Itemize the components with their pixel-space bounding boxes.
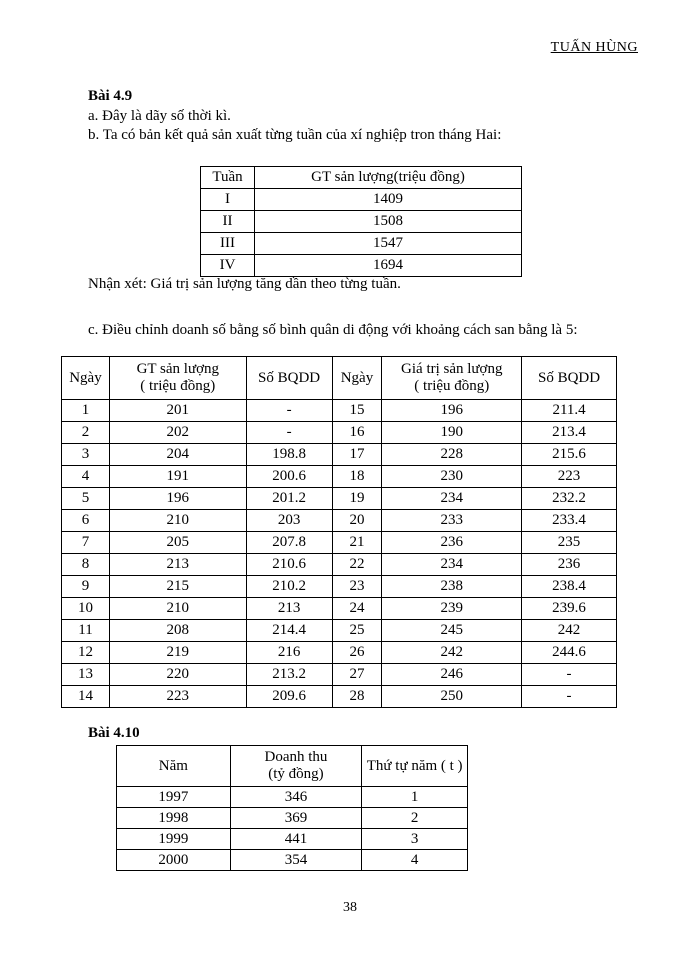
- table-cell: 1997: [117, 787, 231, 808]
- table-cell: 6: [62, 510, 110, 532]
- table-cell: 369: [230, 808, 362, 829]
- table-row: [62, 532, 617, 554]
- table-cell: 213.4: [522, 422, 617, 444]
- table-cell: 8: [62, 554, 110, 576]
- table-cell: 239.6: [522, 598, 617, 620]
- table-row: [62, 642, 617, 664]
- table-cell: 202: [109, 422, 246, 444]
- table-row: [62, 400, 617, 422]
- table-cell: 236: [382, 532, 522, 554]
- table-row: [62, 620, 617, 642]
- table-row: [62, 664, 617, 686]
- table-cell: 239: [382, 598, 522, 620]
- table-cell: 204: [109, 444, 246, 466]
- table-cell: 238.4: [522, 576, 617, 598]
- table-cell: 27: [332, 664, 382, 686]
- table-row: [62, 510, 617, 532]
- table-cell: 346: [230, 787, 362, 808]
- table-cell: 213: [246, 598, 332, 620]
- table-cell: 24: [332, 598, 382, 620]
- table-cell: III: [201, 233, 255, 255]
- header-author: TUẤN HÙNG: [550, 40, 638, 55]
- table-cell: 203: [246, 510, 332, 532]
- table-cell: 213.2: [246, 664, 332, 686]
- table-cell: 2000: [117, 850, 231, 871]
- revenue-table: [116, 745, 468, 871]
- moving-average-body: [62, 400, 617, 708]
- table-row: [201, 211, 522, 233]
- table-row: [117, 808, 468, 829]
- table-cell: 23: [332, 576, 382, 598]
- line-b: b. Ta có bản kết quả sản xuất từng tuần của xí nghiệp tron tháng Hai:: [88, 127, 502, 143]
- table-cell: 216: [246, 642, 332, 664]
- table-cell: 9: [62, 576, 110, 598]
- table-row: [117, 850, 468, 871]
- table-row: [117, 787, 468, 808]
- col-header-day-2: Ngày: [332, 357, 382, 400]
- table-row: [62, 488, 617, 510]
- table-cell: 228: [382, 444, 522, 466]
- table-cell: 210: [109, 510, 246, 532]
- table-cell: 223: [109, 686, 246, 708]
- table-cell: 234: [382, 488, 522, 510]
- header-line: Doanh thu: [264, 749, 328, 765]
- table-cell: IV: [201, 255, 255, 277]
- table-cell: 209.6: [246, 686, 332, 708]
- table-cell: 1409: [255, 189, 522, 211]
- table-cell: 234: [382, 554, 522, 576]
- header-line: ( triệu đồng): [140, 378, 216, 394]
- table-cell: 20: [332, 510, 382, 532]
- table-cell: 2: [362, 808, 468, 829]
- table-cell: -: [522, 664, 617, 686]
- table-row: [62, 598, 617, 620]
- table-cell: 18: [332, 466, 382, 488]
- table-cell: 198.8: [246, 444, 332, 466]
- table-row: [62, 422, 617, 444]
- table-cell: 190: [382, 422, 522, 444]
- table-cell: 4: [362, 850, 468, 871]
- page-number: 38: [343, 900, 357, 915]
- line-a: a. Đây là dãy số thời kì.: [88, 108, 231, 124]
- table-cell: 236: [522, 554, 617, 576]
- table-cell: I: [201, 189, 255, 211]
- table-cell: 246: [382, 664, 522, 686]
- table-cell: 244.6: [522, 642, 617, 664]
- table-cell: 201: [109, 400, 246, 422]
- table-row: [62, 686, 617, 708]
- header-line: ( triệu đồng): [414, 378, 490, 394]
- table-cell: 196: [109, 488, 246, 510]
- table-cell: 210.2: [246, 576, 332, 598]
- table-cell: 5: [62, 488, 110, 510]
- table-cell: 196: [382, 400, 522, 422]
- table-cell: 25: [332, 620, 382, 642]
- weekly-output-table: [200, 166, 522, 277]
- table-cell: 13: [62, 664, 110, 686]
- exercise-4-9-title: Bài 4.9: [88, 88, 133, 104]
- table-row: [201, 233, 522, 255]
- table-cell: II: [201, 211, 255, 233]
- table-cell: 12: [62, 642, 110, 664]
- table-cell: -: [522, 686, 617, 708]
- table-cell: 1999: [117, 829, 231, 850]
- col-header-year: Năm: [117, 746, 231, 787]
- table-cell: 11: [62, 620, 110, 642]
- line-c: c. Điều chỉnh doanh số bằng số bình quân di động với khoảng cách san bằng là 5:: [88, 322, 578, 338]
- col-header-revenue: [230, 746, 362, 787]
- table-cell: 191: [109, 466, 246, 488]
- table-cell: 17: [332, 444, 382, 466]
- header-line: (tỷ đồng): [268, 766, 324, 782]
- table-cell: 200.6: [246, 466, 332, 488]
- table-cell: 223: [522, 466, 617, 488]
- table-cell: 210.6: [246, 554, 332, 576]
- table-cell: 7: [62, 532, 110, 554]
- table-cell: 233.4: [522, 510, 617, 532]
- table-cell: 207.8: [246, 532, 332, 554]
- table-cell: -: [246, 400, 332, 422]
- table-cell: 210: [109, 598, 246, 620]
- col-header-output-2: [382, 357, 522, 400]
- table-cell: 219: [109, 642, 246, 664]
- table-cell: -: [246, 422, 332, 444]
- table-cell: 230: [382, 466, 522, 488]
- table-row: [201, 255, 522, 277]
- table-header-row: [62, 357, 617, 400]
- table-cell: 214.4: [246, 620, 332, 642]
- table-cell: 220: [109, 664, 246, 686]
- table-row: [62, 444, 617, 466]
- table-cell: 4: [62, 466, 110, 488]
- table-cell: 10: [62, 598, 110, 620]
- col-header-day: Ngày: [62, 357, 110, 400]
- table-cell: 1: [362, 787, 468, 808]
- table-cell: 15: [332, 400, 382, 422]
- col-header-moving-avg: Số BQDD: [246, 357, 332, 400]
- col-header-year-order: Thứ tự năm ( t ): [362, 746, 468, 787]
- table-row: [201, 189, 522, 211]
- table-cell: 233: [382, 510, 522, 532]
- table-cell: 245: [382, 620, 522, 642]
- table-cell: 2: [62, 422, 110, 444]
- moving-average-table: [61, 356, 617, 708]
- table-cell: 232.2: [522, 488, 617, 510]
- table-cell: 205: [109, 532, 246, 554]
- table-cell: 235: [522, 532, 617, 554]
- col-header-week: Tuần: [201, 167, 255, 189]
- table-cell: 28: [332, 686, 382, 708]
- table-header-row: [201, 167, 522, 189]
- table-cell: 201.2: [246, 488, 332, 510]
- remark: Nhận xét: Giá trị sản lượng tăng dần theo từng tuần.: [88, 276, 401, 292]
- table-cell: 1998: [117, 808, 231, 829]
- table-cell: 211.4: [522, 400, 617, 422]
- table-cell: 213: [109, 554, 246, 576]
- table-row: [117, 829, 468, 850]
- table-cell: 3: [62, 444, 110, 466]
- table-row: [62, 576, 617, 598]
- table-cell: 14: [62, 686, 110, 708]
- header-line: Giá trị sản lượng: [401, 361, 503, 377]
- col-header-moving-avg-2: Số BQDD: [522, 357, 617, 400]
- table-header-row: [117, 746, 468, 787]
- col-header-output: GT sản lượng(triệu đồng): [255, 167, 522, 189]
- table-cell: 1: [62, 400, 110, 422]
- table-cell: 242: [382, 642, 522, 664]
- table-row: [62, 554, 617, 576]
- table-cell: 1547: [255, 233, 522, 255]
- col-header-output: [109, 357, 246, 400]
- table-cell: 19: [332, 488, 382, 510]
- table-cell: 16: [332, 422, 382, 444]
- table-cell: 208: [109, 620, 246, 642]
- table-cell: 250: [382, 686, 522, 708]
- revenue-body: [117, 787, 468, 871]
- table-cell: 26: [332, 642, 382, 664]
- header-line: GT sản lượng: [136, 361, 220, 377]
- table-cell: 22: [332, 554, 382, 576]
- table-cell: 215.6: [522, 444, 617, 466]
- exercise-4-10-title: Bài 4.10: [88, 725, 140, 741]
- table-cell: 3: [362, 829, 468, 850]
- table-cell: 215: [109, 576, 246, 598]
- table-cell: 21: [332, 532, 382, 554]
- table-cell: 441: [230, 829, 362, 850]
- table-cell: 354: [230, 850, 362, 871]
- table-cell: 242: [522, 620, 617, 642]
- table-cell: 1694: [255, 255, 522, 277]
- table-cell: 1508: [255, 211, 522, 233]
- table-row: [62, 466, 617, 488]
- table-cell: 238: [382, 576, 522, 598]
